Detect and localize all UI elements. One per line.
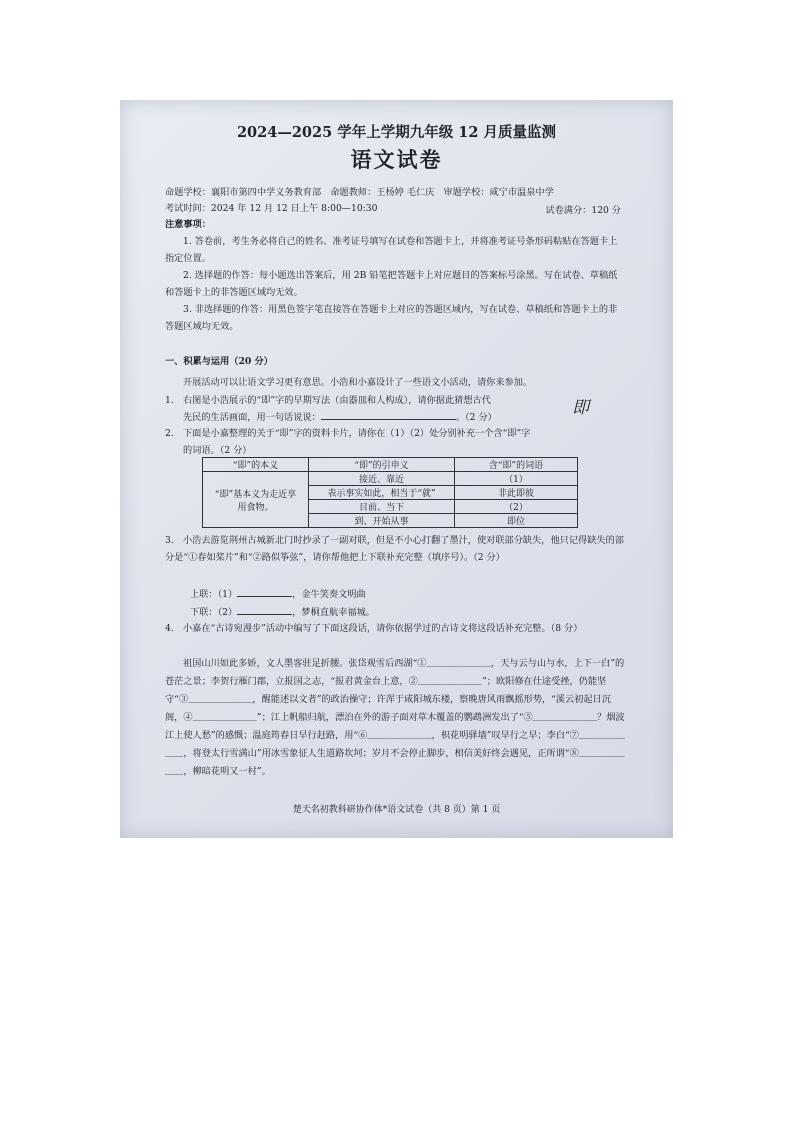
section-heading: 一、积累与运用（20 分） <box>165 356 273 367</box>
answer-cell-2[interactable]: （2） <box>455 500 578 514</box>
table-cell: 表示事实如此，相当于“就” <box>309 486 455 500</box>
ji-info-table <box>202 457 578 528</box>
exam-time: 考试时间：2024 年 12 月 12 日上午 8:00—10:30 <box>165 203 378 214</box>
notice-item-1: 1. 答卷前，考生务必将自己的姓名、准考证号填写在试卷和答题卡上，并将准考证号条形码粘贴在答题卡上指定位置。 <box>165 236 618 264</box>
table-header: “即”的引申义 <box>309 458 455 472</box>
section-intro: 开展活动可以让语文学习更有意思。小浩和小嘉设计了一些语文小活动，请你来参加。 <box>183 377 533 388</box>
q1-score: 。（2 分） <box>455 412 497 423</box>
table-header-row <box>203 458 578 472</box>
exam-paper-photo <box>120 100 673 838</box>
table-cell: 接近、靠近 <box>309 472 455 486</box>
base-meaning-cell: “即”基本义为走近享用食物。 <box>203 472 309 528</box>
notice-item-3: 3. 非选择题的作答：用黑色签字笔直接答在答题卡上对应的答题区域内，写在试卷、草稿纸和答题卡上的非答题区域均无效。 <box>165 304 618 332</box>
exam-title: 2024—2025 学年上学期九年级 12 月质量监测 <box>236 124 557 141</box>
q1-line-a: 1. 右图是小浩展示的“即”字的早期写法（由器皿和人构成），请你据此猜想古代 <box>165 395 491 406</box>
full-score: 试卷满分：120 分 <box>545 205 621 216</box>
table-cell: 目前、当下 <box>309 500 455 514</box>
couplet-upper <box>190 586 366 600</box>
q4-text: 4. 小嘉在“古诗宛漫步”活动中编写了下面这段话，请你依据学过的古诗文将这段话补充完整。（8 分） <box>165 623 583 634</box>
table-cell: 到、开始从事 <box>309 514 455 528</box>
answer-cell-1[interactable]: （1） <box>455 472 578 486</box>
lower-tail: ，梦桐直航幸福城。 <box>292 607 375 618</box>
table-cell: 非此即彼 <box>455 486 578 500</box>
meta-line-1: 命题学校：襄阳市第四中学义务教育部 命题教师：王杨婷 毛仁庆 审题学校：咸宁市温泉中学 <box>165 187 554 198</box>
q2-line-a: 2. 下面是小嘉整理的关于“即”字的资料卡片，请你在（1）（2）处分别补充一个含“即”字 <box>165 428 531 439</box>
table-header: “即”的本义 <box>203 458 309 472</box>
upper-answer-blank[interactable] <box>237 586 292 597</box>
page-footer: 楚天名初教科研协作体*语文试卷（共 8 页）第 1 页 <box>292 805 501 815</box>
q3-text: 3. 小浩去游览荆州古城新北门时抄录了一副对联，但是不小心打翻了墨汁，使对联部分缺失，他只记得缺失的部分是“①春如桨片”和“②路似筝弦”，请你帮他把上下联补充完整（填序号）。（2 分） <box>165 535 624 563</box>
q1-line-b <box>183 409 497 423</box>
notice-heading: 注意事项： <box>165 219 211 230</box>
subject-title: 语文试卷 <box>350 147 443 172</box>
upper-label: 上联：（1） <box>190 589 238 600</box>
table-header: 含“即”的词语 <box>455 458 578 472</box>
q4-paragraph: 祖国山川如此多娇，文人墨客驻足折腰。张岱观雪后西湖“①＿＿＿＿＿＿＿，天与云与山与水，上下一白”的苍茫之景；李贺行雁门郡，立报国之志，“报君黄金台上意，②＿＿＿＿＿＿＿”；欧阳修在仕途受挫，仍能坚守“③＿＿＿＿＿＿＿，醒能述以文者”的政治操守；许浑于咸阳城东楼，察晚唐风雨飘摇形势，“溪云初起日沉阁，④＿＿＿＿＿＿＿”；江上帆船归航，漂泊在外的游子面对草木覆盖的鹦鹉洲发出了“⑤＿＿＿＿＿＿＿？烟波江上使人愁”的感慨；温庭筠春日早行赶路，用“⑥＿＿＿＿＿＿＿，枳花明驿墙”叹早行之早；李白“⑦＿＿＿＿＿＿＿，将登太行雪满山”用冰雪象征人生道路坎坷；岁月不会停止脚步，相信美好终会遇见，正所谓“⑧＿＿＿＿＿＿＿，柳暗花明又一村”。 <box>165 658 625 777</box>
upper-tail: ，金牛笑奏文明曲 <box>292 589 366 600</box>
notice-item-2: 2. 选择题的作答：每小题选出答案后，用 2B 铅笔把答题卡上对应题目的答案标号涂黑。写在试卷、草稿纸和答题卡上的非答题区域均无效。 <box>165 270 618 298</box>
lower-answer-blank[interactable] <box>237 604 292 615</box>
q1-answer-blank[interactable] <box>321 409 456 420</box>
table-row <box>203 472 578 486</box>
couplet-lower <box>190 604 375 618</box>
lower-label: 下联：（2） <box>190 607 238 618</box>
table-cell: 即位 <box>455 514 578 528</box>
q1-prompt: 先民的生活画面，用一句话说说： <box>183 412 321 423</box>
q2-line-b: 的词语。（2 分） <box>183 445 252 456</box>
ancient-ji-glyph: 即 <box>572 398 589 418</box>
